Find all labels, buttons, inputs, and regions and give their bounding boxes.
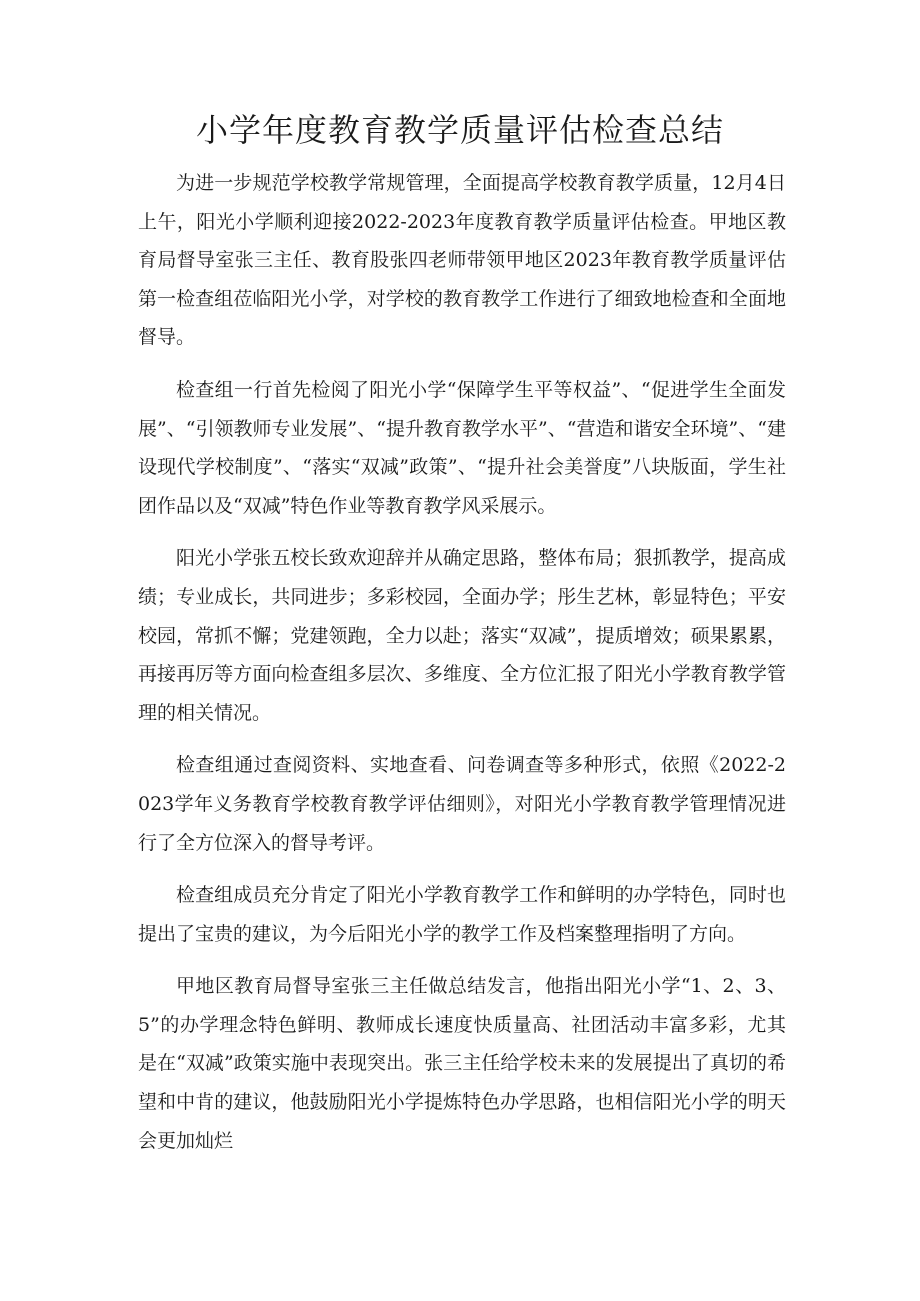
- paragraph-principal-report: 阳光小学张五校长致欢迎辞并从确定思路，整体布局；狠抓教学，提高成绩；专业成长，共同进步；多彩校园，全面办学；彤生艺林，彰显特色；平安校园，常抓不懈；党建领跑，全力以赴；落实“双减”，提质增效；硕果累累，再接再厉等方面向检查组多层次、多维度、全方位汇报了阳光小学教育教学管理的相关情况。: [138, 547, 786, 724]
- document-body: [138, 164, 786, 1174]
- document-title: 小学年度教育教学质量评估检查总结: [195, 111, 724, 149]
- paragraph-display-boards: 检查组一行首先检阅了阳光小学“保障学生平等权益”、“促进学生全面发展”、“引领教师专业发展”、“提升教育教学水平”、“营造和谐安全环境”、“建设现代学校制度”、“落实“双减”政策”、“提升社会美誉度”八块版面，学生社团作品以及“双减”特色作业等教育教学风采展示。: [138, 378, 786, 517]
- paragraph-inspection-methods: 检查组通过查阅资料、实地查看、问卷调查等多种形式，依照《2022-2023学年义务教育学校教育教学评估细则》，对阳光小学教育教学管理情况进行了全方位深入的督导考评。: [138, 754, 786, 854]
- paragraph-affirmation: 检查组成员充分肯定了阳光小学教育教学工作和鲜明的办学特色，同时也提出了宝贵的建议，为今后阳光小学的教学工作及档案整理指明了方向。: [138, 884, 786, 945]
- paragraph-intro: 为进一步规范学校教学常规管理，全面提高学校教育教学质量，12月4日上午，阳光小学顺利迎接2022-2023年度教育教学质量评估检查。甲地区教育局督导室张三主任、教育股张四老师带领甲地区2023年教育教学质量评估第一检查组莅临阳光小学，对学校的教育教学工作进行了细致地检查和全面地督导。: [138, 172, 786, 349]
- paragraph-summary-speech: 甲地区教育局督导室张三主任做总结发言，他指出阳光小学“1、2、3、5”的办学理念特色鲜明、教师成长速度快质量高、社团活动丰富多彩，尤其是在“双减”政策实施中表现突出。张三主任给学校未来的发展提出了真切的希望和中肯的建议，他鼓励阳光小学提炼特色办学思路，也相信阳光小学的明天会更加灿烂: [138, 975, 786, 1152]
